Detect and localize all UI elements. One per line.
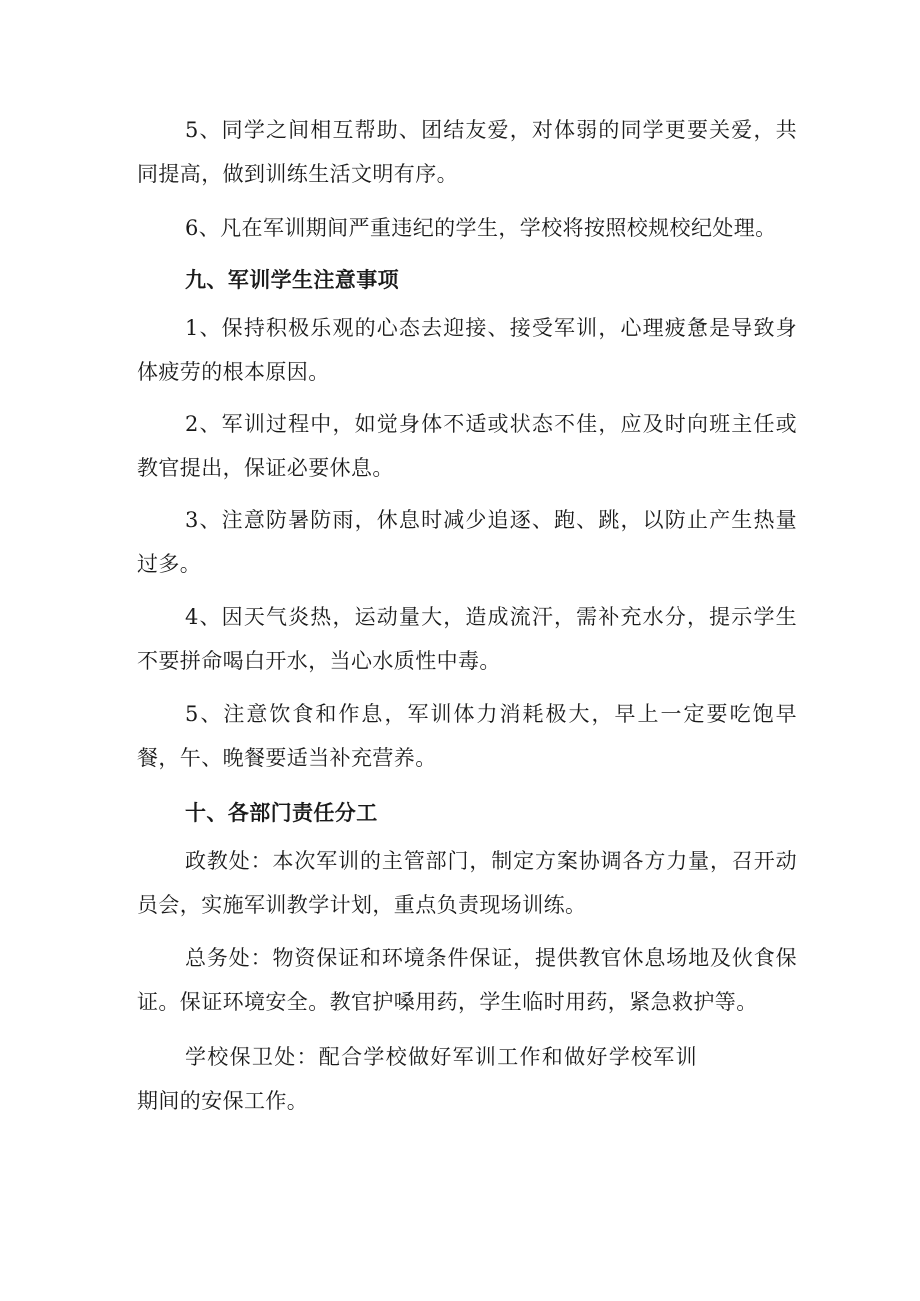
paragraph-note-1: 1、保持积极乐观的心态去迎接、接受军训，心理疲惫是导致身体疲劳的根本原因。: [137, 316, 797, 384]
paragraph-rule-6: 6、凡在军训期间严重违纪的学生，学校将按照校规校纪处理。: [185, 216, 777, 240]
paragraph-dept-security: 学校保卫处：配合学校做好军训工作和做好学校军训期间的安保工作。: [137, 1045, 697, 1113]
paragraph-dept-political: 政教处：本次军训的主管部门，制定方案协调各方力量，召开动员会，实施军训教学计划，重点负责现场训练。: [137, 849, 797, 917]
section-heading-10: 十、各部门责任分工: [185, 800, 378, 825]
paragraph-rule-5: 5、同学之间相互帮助、团结友爱，对体弱的同学更要关爱，共同提高，做到训练生活文明有序。: [137, 118, 797, 186]
paragraph-note-4: 4、因天气炎热，运动量大，造成流汗，需补充水分，提示学生不要拼命喝白开水，当心水质性中毒。: [137, 605, 797, 673]
section-heading-9: 九、军训学生注意事项: [185, 267, 399, 292]
paragraph-note-5: 5、注意饮食和作息，军训体力消耗极大，早上一定要吃饱早餐，午、晚餐要适当补充营养。: [137, 702, 797, 770]
paragraph-dept-general-affairs: 总务处：物资保证和环境条件保证，提供教官休息场地及伙食保证。保证环境安全。教官护嗓用药，学生临时用药，紧急救护等。: [137, 946, 797, 1014]
paragraph-note-3: 3、注意防暑防雨，休息时减少追逐、跑、跳，以防止产生热量过多。: [137, 508, 797, 576]
paragraph-note-2: 2、军训过程中，如觉身体不适或状态不佳，应及时向班主任或教官提出，保证必要休息。: [137, 412, 797, 480]
